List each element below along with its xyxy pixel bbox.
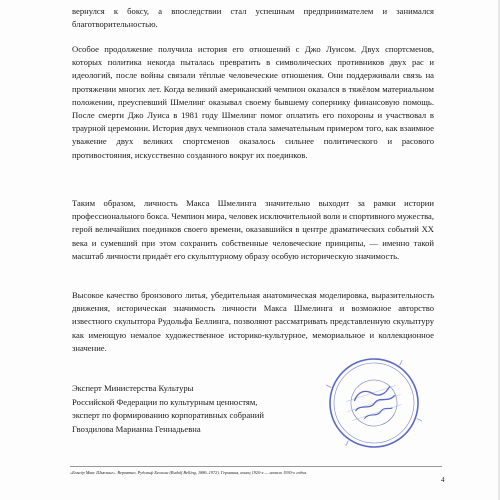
footnote: «Боксёр Макс Шмелинг». Вероятно, Рудольф Беллинг (Rudolf Belling, 1886–1972). Германия, конец 1920-х — начало 1930-х годов. (70, 470, 308, 475)
paragraph-4: Высокое качество бронзового литья, убедительная анатомическая моделировка, выразительность движения, историческая значимость личности Макса Шмелинга и возможное авторство известного скульптора Рудольфа Беллинга, позволяют рассматривать представленную скульптуру как имеющую немалое художественное историко-культурное, мемориальное и коллекционное значение. (72, 290, 434, 353)
signature-line-3: эксперт по формированию корпоративных собраний (72, 410, 264, 421)
expert-signature-block (72, 382, 332, 436)
signature-line-2: Российской Федерации по культурным ценностям, (72, 396, 258, 407)
signature-line-1: Эксперт Министерства Культуры (72, 383, 194, 393)
expert-stamp (318, 347, 430, 459)
paragraph-1: вернулся к боксу, а впоследствии стал успешным предпринимателем и занимался благотворительностью. (72, 6, 434, 30)
footnote-divider (70, 466, 442, 467)
paragraph-2: Особое продолжение получила история его отношений с Джо Луисом. Двух спортсменов, которых политика некогда пыталась превратить в символических противников двух рас и идеологий, после войны связали тёплые человеческие отношения. Они поддерживали связь на протяжении многих лет. Когда великий американский чемпион оказался в тяжёлом материальном положении, преуспевший Шмелинг оказывал своему бывшему сопернику финансовую помощь. После смерти Джо Луиса в 1981 году Шмелинг помог оплатить его похороны и участвовал в траурной церемонии. История двух чемпионов стала замечательным примером того, как взаимное уважение двух великих спортсменов оказалось сильнее политического и расового противостояния, искусственно созданного вокруг их поединков. (72, 44, 434, 160)
signature-line-4: Гвоздилова Марианна Геннадьевна (72, 423, 201, 434)
stamp-seal-icon (318, 347, 430, 459)
page-number: 4 (441, 476, 445, 484)
paragraph-3: Таким образом, личность Макса Шмелинга значительно выходит за рамки истории профессионального бокса. Чемпион мира, человек исключительной воли и спортивного мужества, герой величайших поединков своего времени, оказавшийся в центре драматических событий XX века и сумевший при этом сохранить собственные человеческие принципы, — именно такой масштаб личности придаёт его скульптурному образу особую историческую значимость. (72, 198, 434, 261)
